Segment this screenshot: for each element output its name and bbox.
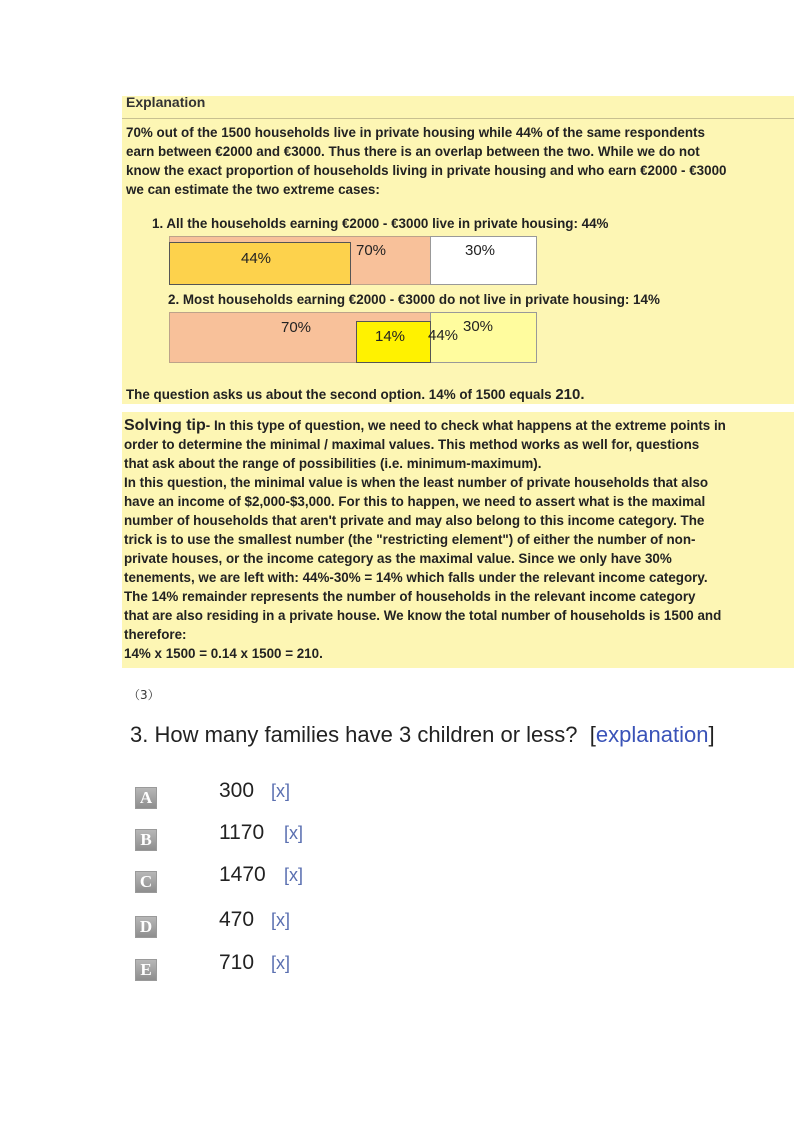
tip-line: - In this type of question, we need to check what happens at the extreme points in [205,418,726,433]
tip-line: order to determine the minimal / maximal values. This method works as well for, questions [124,437,700,452]
explanation-bracket-open: [ [589,722,596,747]
tip-line: The 14% remainder represents the number of households in the relevant income category [124,589,696,604]
option-a-badge[interactable]: A [135,787,157,809]
solving-tip-title: Solving tip [124,417,206,434]
bar2-label-30: 30% [463,318,494,335]
conclusion-value: 210. [555,386,585,403]
bar2-label-44: 44% [428,327,459,344]
option-d-eliminate[interactable]: [x] [271,910,291,930]
explanation-line: earn between €2000 and €3000. Thus there is an overlap between the two. While we do not [126,144,700,159]
tip-line: 14% x 1500 = 0.14 x 1500 = 210. [124,646,323,661]
tip-line: have an income of $2,000-$3,000. For this to happen, we need to assert what is the maximal [124,494,706,509]
option-c-eliminate[interactable]: [x] [284,865,304,885]
question-text: 3. How many families have 3 children or less? [130,722,578,747]
option-e-value[interactable]: 710 [219,951,255,974]
explanation-line: 70% out of the 1500 households live in private housing while 44% of the same respondents [126,125,705,140]
explanation-link[interactable]: explanation [595,722,709,747]
tip-line: that are also residing in a private house. We know the total number of households is 1500 and [124,608,722,623]
option-c-badge[interactable]: C [135,871,157,893]
case-1-label: 1. All the households earning €2000 - €3000 live in private housing: 44% [152,216,609,231]
bar1-label-44: 44% [241,250,272,267]
solving-tip-text [124,416,794,663]
bar2-label-70: 70% [281,319,312,336]
question-heading [130,722,715,748]
option-e-eliminate[interactable]: [x] [271,953,291,973]
bar1-label-70: 70% [356,242,387,259]
tip-line: number of households that aren't private and may also belong to this income category. The [124,513,705,528]
tip-line: In this question, the minimal value is when the least number of private households that also [124,475,709,490]
option-a-value[interactable]: 300 [219,779,255,802]
option-d-value[interactable]: 470 [219,908,255,931]
option-b-value[interactable]: 1170 [219,821,265,844]
bar1-label-30: 30% [465,242,496,259]
option-a-eliminate[interactable]: [x] [271,781,291,801]
option-e-badge[interactable]: E [135,959,157,981]
explanation-divider [122,118,794,119]
explanation-header: Explanation [126,94,206,110]
explanation-bracket-close: ] [708,722,715,747]
option-c-value[interactable]: 1470 [219,863,266,886]
option-b-badge[interactable]: B [135,829,157,851]
tip-line: therefore: [124,627,187,642]
explanation-line: we can estimate the two extreme cases: [126,182,380,197]
case-2-label: 2. Most households earning €2000 - €3000 do not live in private housing: 14% [168,292,660,307]
explanation-paragraph [126,123,794,199]
tip-line: tenements, we are left with: 44%-30% = 14% which falls under the relevant income category. [124,570,708,585]
tip-line: trick is to use the smallest number (the "restricting element") of either the number of non- [124,532,696,547]
option-d-badge[interactable]: D [135,916,157,938]
conclusion-text [126,385,585,404]
explanation-line: know the exact proportion of households living in private housing and who earn €2000 - €3000 [126,163,727,178]
tip-line: that ask about the range of possibilities (i.e. minimum-maximum). [124,456,542,471]
conclusion-prefix: The question asks us about the second option. 14% of 1500 equals [126,387,556,402]
option-b-eliminate[interactable]: [x] [284,823,304,843]
bar2-label-14: 14% [375,328,406,345]
section-number: （3） [128,688,160,702]
tip-line: private houses, or the income category as the maximal value. Since we only have 30% [124,551,672,566]
